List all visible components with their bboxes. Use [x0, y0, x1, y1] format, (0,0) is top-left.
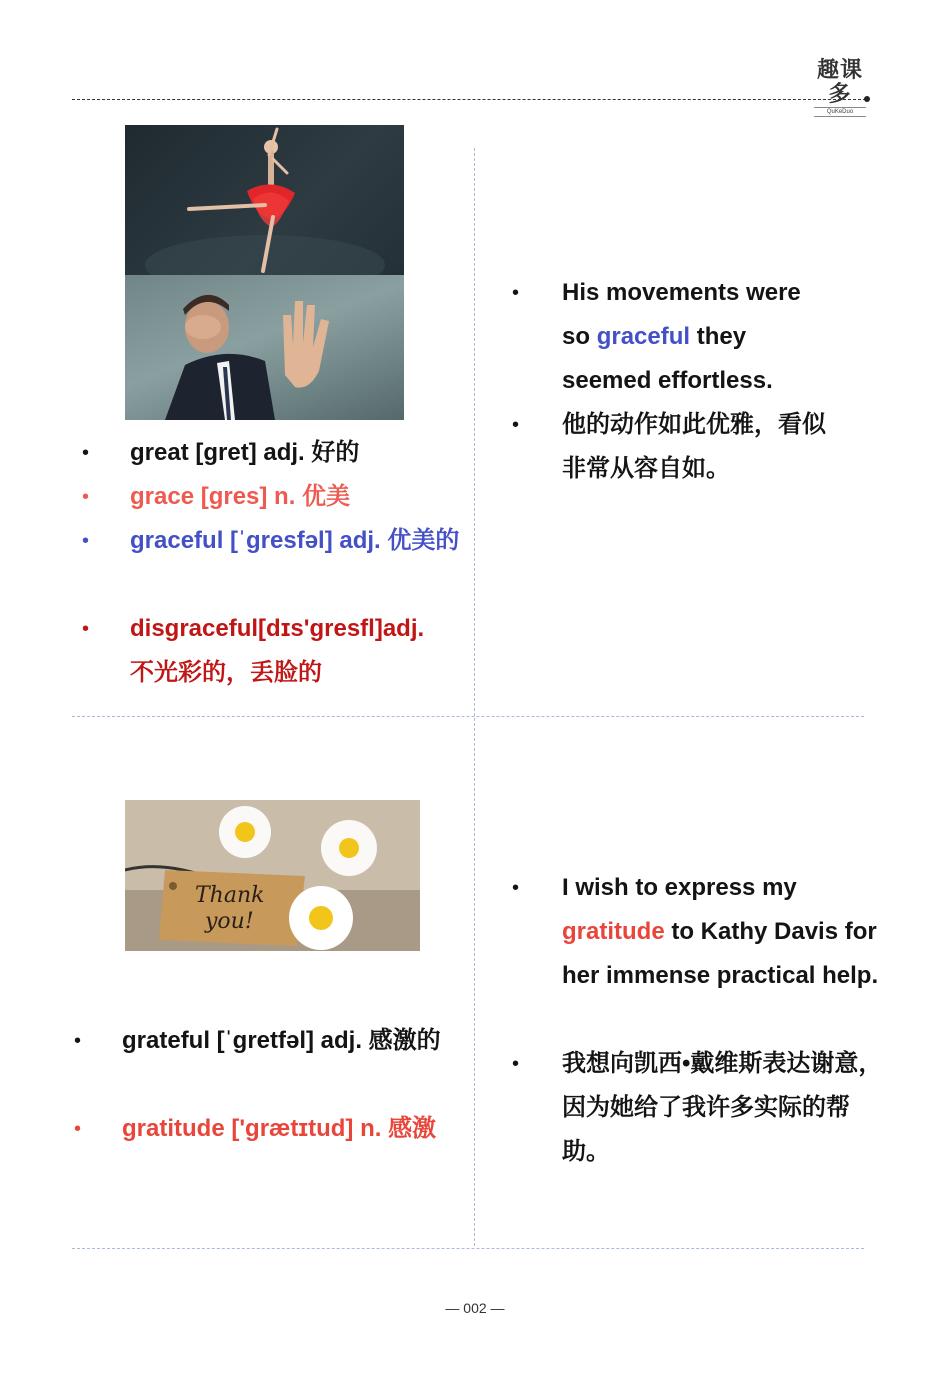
example-zh-text: 我想向凯西•戴维斯表达谢意，因为她给了我许多实际的帮助。: [562, 1050, 883, 1165]
example-text-before: His movements were so: [562, 279, 801, 350]
example-text-after: they seemed effortless.: [562, 323, 773, 394]
column-divider: [474, 148, 475, 1246]
daisy-icon: [219, 806, 271, 858]
page-number: — 002 —: [445, 1300, 505, 1316]
qukeduo-logo: [808, 58, 872, 117]
highlight-graceful: graceful: [596, 323, 691, 350]
section-divider-bottom: [72, 1248, 864, 1249]
vocab-disgraceful: disgraceful[dɪs'gresfl]adj. 不光彩的，丢脸的: [130, 615, 425, 686]
vocab-list-grateful: [74, 1019, 464, 1195]
list-item: • gratitude ['grætɪtud] n. 感激: [74, 1107, 464, 1195]
logo-text: 趣课多: [816, 57, 863, 106]
example-english: • I wish to express my gratitude to Kathy Davis for her immense practical help.: [512, 874, 879, 989]
list-item: • grateful [ˈɡretfəl] adj. 感激的: [74, 1019, 464, 1107]
list-item: • grace [gres] n. 优美: [82, 475, 472, 519]
example-text-after: to Kathy Davis for her immense practical help.: [562, 918, 879, 989]
logo-subtext: QuKeDuo: [814, 107, 866, 117]
thank-you-tag-daisies-photo: [125, 800, 420, 951]
daisy-icon: [321, 820, 377, 876]
list-item: • great [gret] adj. 好的: [82, 431, 472, 475]
vocab-list-grace: [82, 431, 472, 695]
list-item: • disgraceful[dɪs'gresfl]adj. 不光彩的，丢脸的: [82, 607, 472, 695]
section-divider: [72, 716, 864, 717]
example-chinese: • 他的动作如此优雅，看似非常从容自如。: [512, 403, 852, 491]
daisy-icon: [289, 886, 353, 950]
example-english: • His movements were so graceful they seemed effortless.: [512, 279, 801, 394]
vocab-gratitude: gratitude ['grætɪtud] n. 感激: [122, 1115, 437, 1142]
example-zh-text: 他的动作如此优雅，看似非常从容自如。: [562, 411, 826, 482]
tag-text-you: you!: [205, 909, 254, 934]
tag-text-thank: Thank: [195, 883, 265, 908]
vocab-grateful: grateful [ˈɡretfəl] adj. 感激的: [122, 1027, 441, 1054]
ashamed-man-photo: [125, 275, 404, 420]
example-chinese: • 我想向凯西•戴维斯表达谢意，因为她给了我许多实际的帮助。: [512, 1042, 892, 1174]
example-graceful: [512, 271, 852, 491]
vocab-graceful: graceful [ˈɡresfəl] adj. 优美的: [130, 527, 460, 554]
example-gratitude: [512, 866, 892, 1174]
highlight-gratitude: gratitude: [562, 918, 665, 945]
vocab-grace: grace [gres] n. 优美: [130, 483, 351, 510]
vocab-great: great [gret] adj. 好的: [130, 439, 360, 466]
header-divider: [72, 99, 866, 100]
example-text-before: I wish to express my: [562, 874, 797, 901]
list-item: • graceful [ˈɡresfəl] adj. 优美的: [82, 519, 472, 607]
header-divider-dot: [864, 96, 870, 102]
ballet-dancer-photo: [125, 125, 404, 275]
